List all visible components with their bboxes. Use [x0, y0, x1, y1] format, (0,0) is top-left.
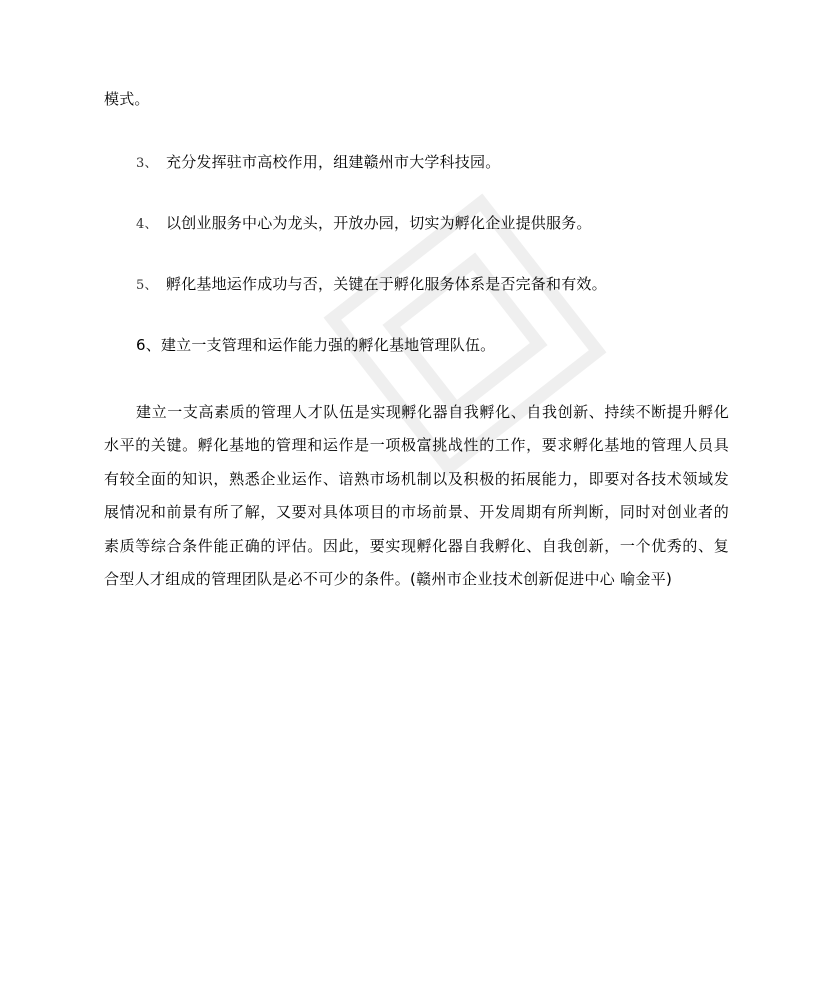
continuation-text: 模式。: [104, 90, 150, 108]
body-paragraph: 建立一支高素质的管理人才队伍是实现孵化器自我孵化、自我创新、持续不断提升孵化水平的关键。孵化基地的管理和运作是一项极富挑战性的工作，要求孵化基地的管理人员具有较全面的知识，熟悉企业运作、谙熟市场机制以及积极的拓展能力，即要对各技术领域发展情况和前景有所了解，又要对具体项目的市场前景、开发周期有所判断，同时对创业者的素质等综合条件能正确的评估。因此，要实现孵化器自我孵化、自我创新，一个优秀的、复合型人才组成的管理团队是必不可少的条件。(赣州市企业技术创新促进中心 喻金平): [104, 403, 729, 589]
list-item-text: 充分发挥驻市高校作用，组建赣州市大学科技园。: [166, 153, 501, 171]
list-item-number: 5、: [136, 278, 158, 293]
list-item-text: 以创业服务中心为龙头，开放办园，切实为孵化企业提供服务。: [166, 214, 592, 232]
list-item: [136, 152, 500, 174]
list-item-number: 3、: [136, 156, 158, 171]
list-item: [136, 274, 607, 296]
list-item: [136, 213, 592, 235]
list-item-number: 4、: [136, 217, 158, 232]
section-heading: 6、建立一支管理和运作能力强的孵化基地管理队伍。: [136, 336, 496, 354]
list-item-text: 孵化基地运作成功与否，关键在于孵化服务体系是否完备和有效。: [166, 275, 607, 293]
